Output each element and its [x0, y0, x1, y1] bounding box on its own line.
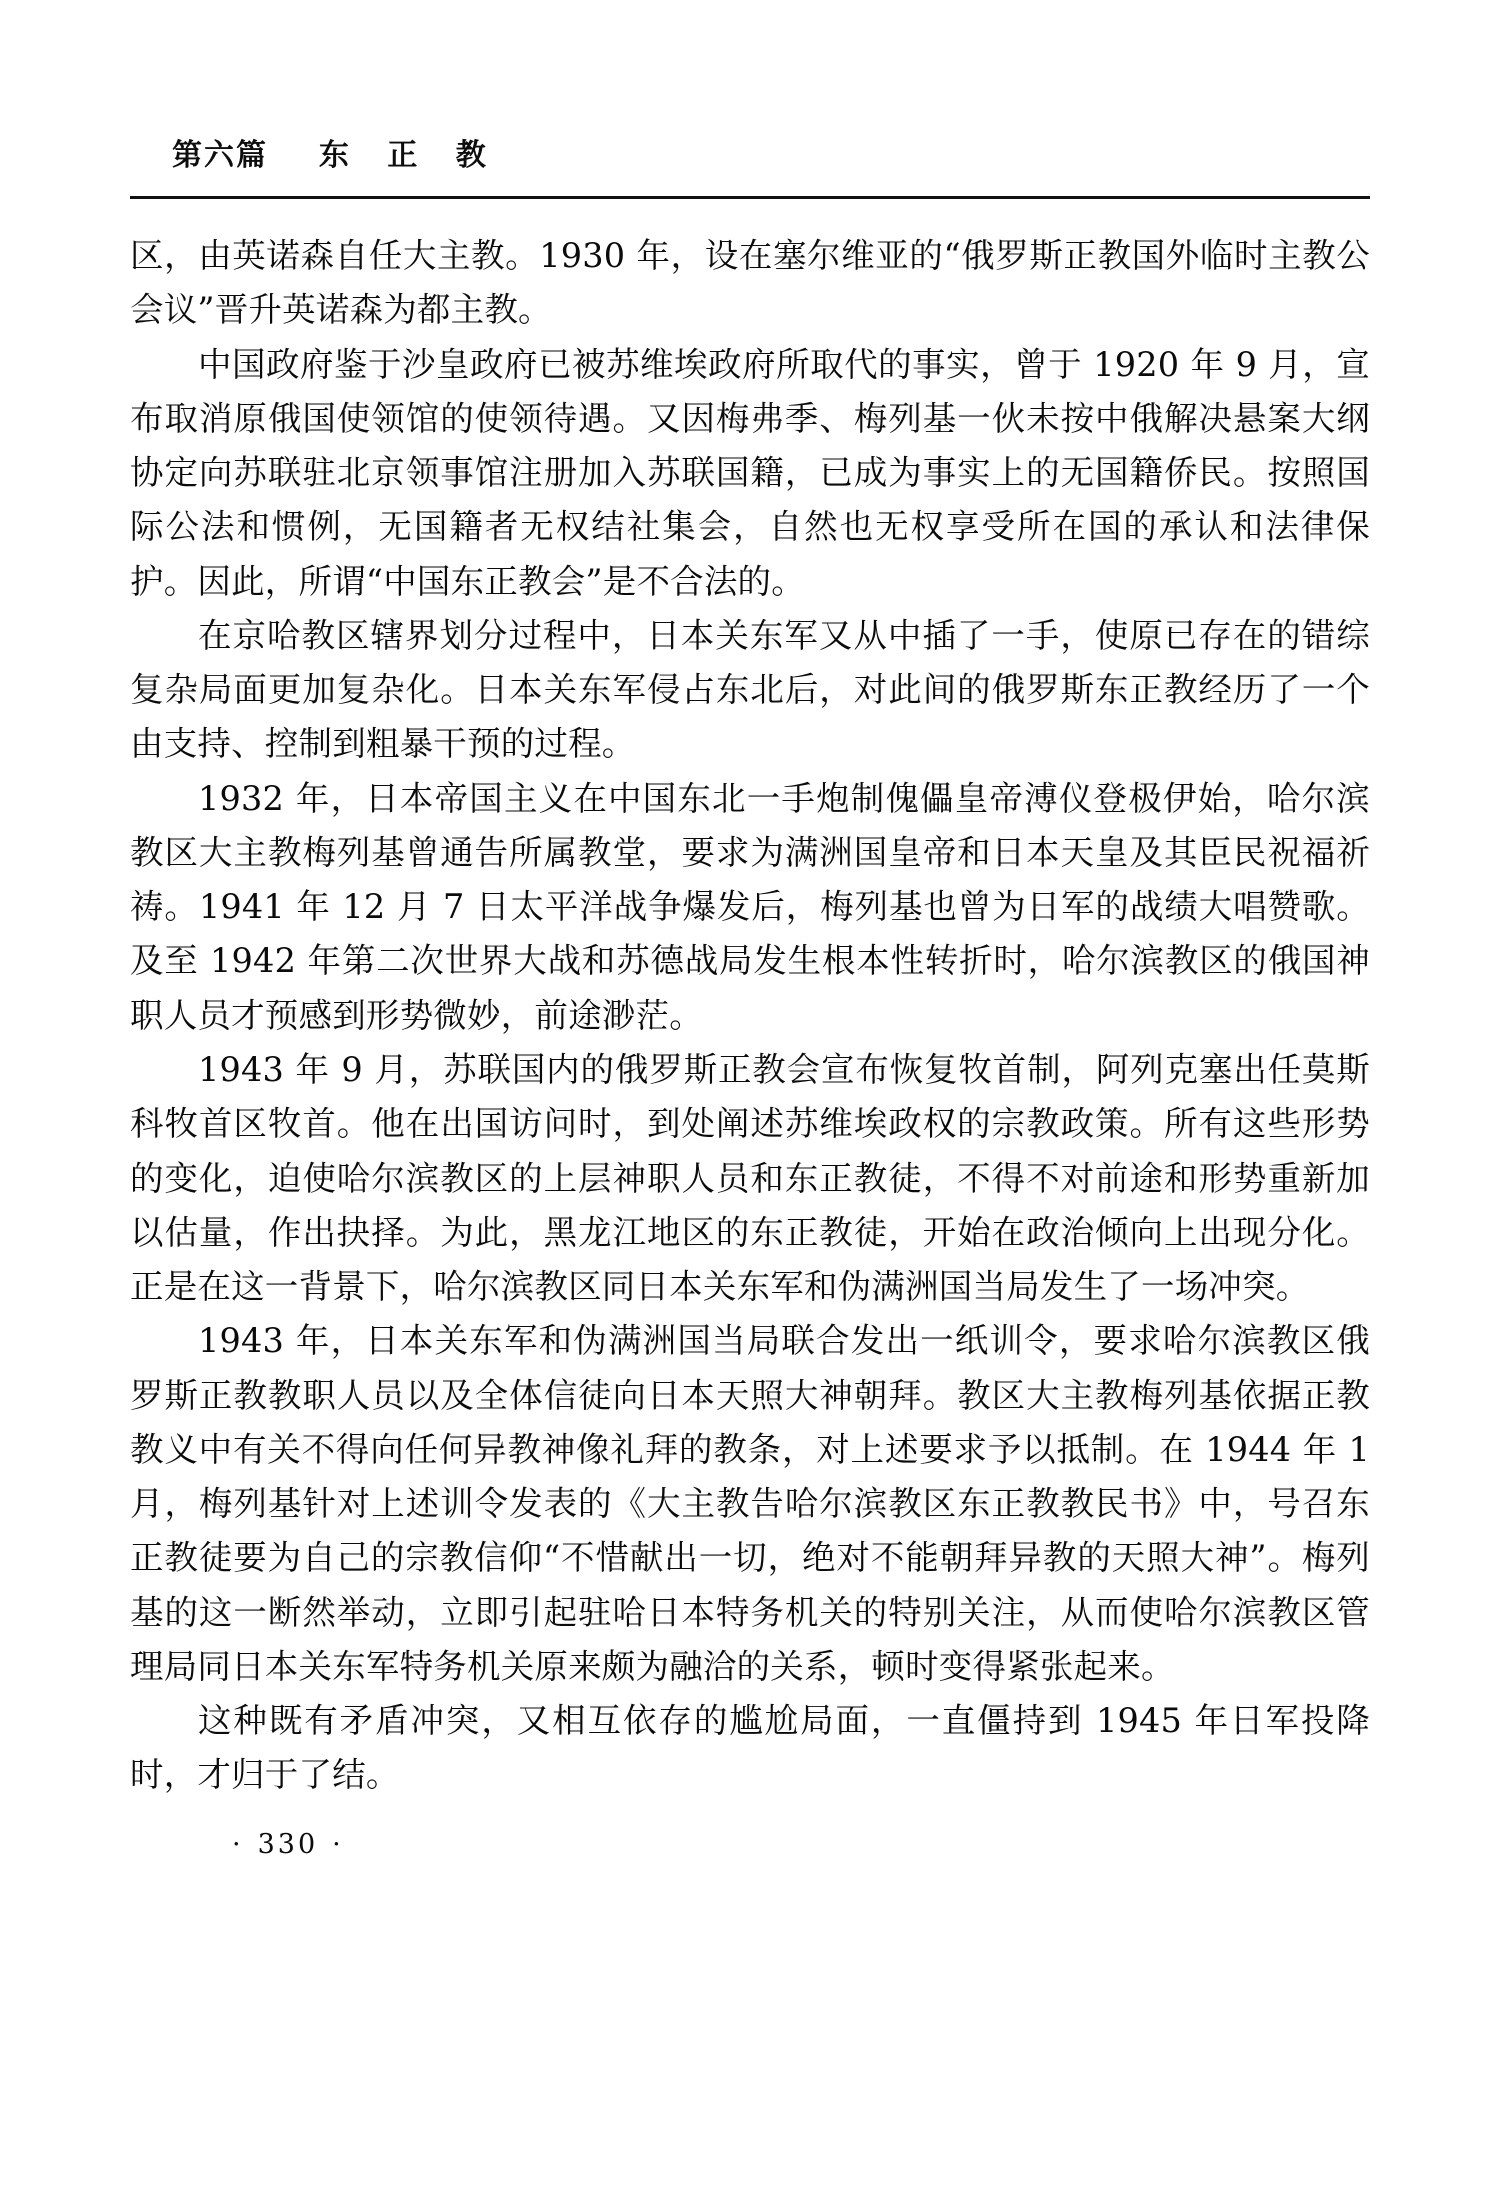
page-content: [130, 0, 1370, 1860]
page-number: 330: [257, 1828, 319, 1860]
paragraph: 1932 年，日本帝国主义在中国东北一手炮制傀儡皇帝溥仪登极伊始，哈尔滨教区大主教梅列基曾通告所属教堂，要求为满洲国皇帝和日本天皇及其臣民祝福祈祷。1941 年 12 月 7 日太平洋战争爆发后，梅列基也曾为日军的战绩大唱赞歌。及至 1942 年第二次世界大战和苏德战局发生根本性转折时，哈尔滨教区的俄国神职人员才预感到形势微妙，前途渺茫。: [130, 778, 1370, 1035]
paragraph: 中国政府鉴于沙皇政府已被苏维埃政府所取代的事实，曾于 1920 年 9 月，宣布取消原俄国使领馆的使领待遇。又因梅弗季、梅列基一伙未按中俄解决悬案大纲协定向苏联驻北京领事馆注册加入苏联国籍，已成为事实上的无国籍侨民。按照国际公法和惯例，无国籍者无权结社集会，自然也无权享受所在国的承认和法律保护。因此，所谓“中国东正教会”是不合法的。: [130, 344, 1370, 601]
paragraph: 1943 年，日本关东军和伪满洲国当局联合发出一纸训令，要求哈尔滨教区俄罗斯正教教职人员以及全体信徒向日本天照大神朝拜。教区大主教梅列基依据正教教义中有关不得向任何异教神像礼拜的教条，对上述要求予以抵制。在 1944 年 1 月，梅列基针对上述训令发表的《大主教告哈尔滨教区东正教教民书》中，号召东正教徒要为自己的宗教信仰“不惜献出一切，绝对不能朝拜异教的天照大神”。梅列基的这一断然举动，立即引起驻哈日本特务机关的特别关注，从而使哈尔滨教区管理局同日本关东军特务机关原来颇为融洽的关系，顿时变得紧张起来。: [130, 1321, 1370, 1686]
paragraph: 这种既有矛盾冲突，又相互依存的尴尬局面，一直僵持到 1945 年日军投降时，才归于了结。: [130, 1701, 1370, 1795]
page-footer: [130, 1829, 1370, 1860]
paragraph: 区，由英诺森自任大主教。1930 年，设在塞尔维亚的“俄罗斯正教国外临时主教公会议”晋升英诺森为都主教。: [130, 236, 1370, 330]
running-header-part: 第六篇: [172, 138, 268, 173]
footer-dot-left: ·: [232, 1828, 244, 1860]
header-divider: [130, 196, 1370, 199]
running-header: [130, 130, 1370, 174]
footer-dot-right: ·: [332, 1828, 344, 1860]
running-header-section: 东 正 教: [318, 138, 500, 173]
body-text: [130, 229, 1370, 1803]
paragraph: 1943 年 9 月，苏联国内的俄罗斯正教会宣布恢复牧首制，阿列克塞出任莫斯科牧首区牧首。他在出国访问时，到处阐述苏维埃政权的宗教政策。所有这些形势的变化，迫使哈尔滨教区的上层神职人员和东正教徒，不得不对前途和形势重新加以估量，作出抉择。为此，黑龙江地区的东正教徒，开始在政治倾向上出现分化。正是在这一背景下，哈尔滨教区同日本关东军和伪满洲国当局发生了一场冲突。: [130, 1049, 1370, 1307]
paragraph: 在京哈教区辖界划分过程中，日本关东军又从中插了一手，使原已存在的错综复杂局面更加复杂化。日本关东军侵占东北后，对此间的俄罗斯东正教经历了一个由支持、控制到粗暴干预的过程。: [130, 615, 1370, 764]
